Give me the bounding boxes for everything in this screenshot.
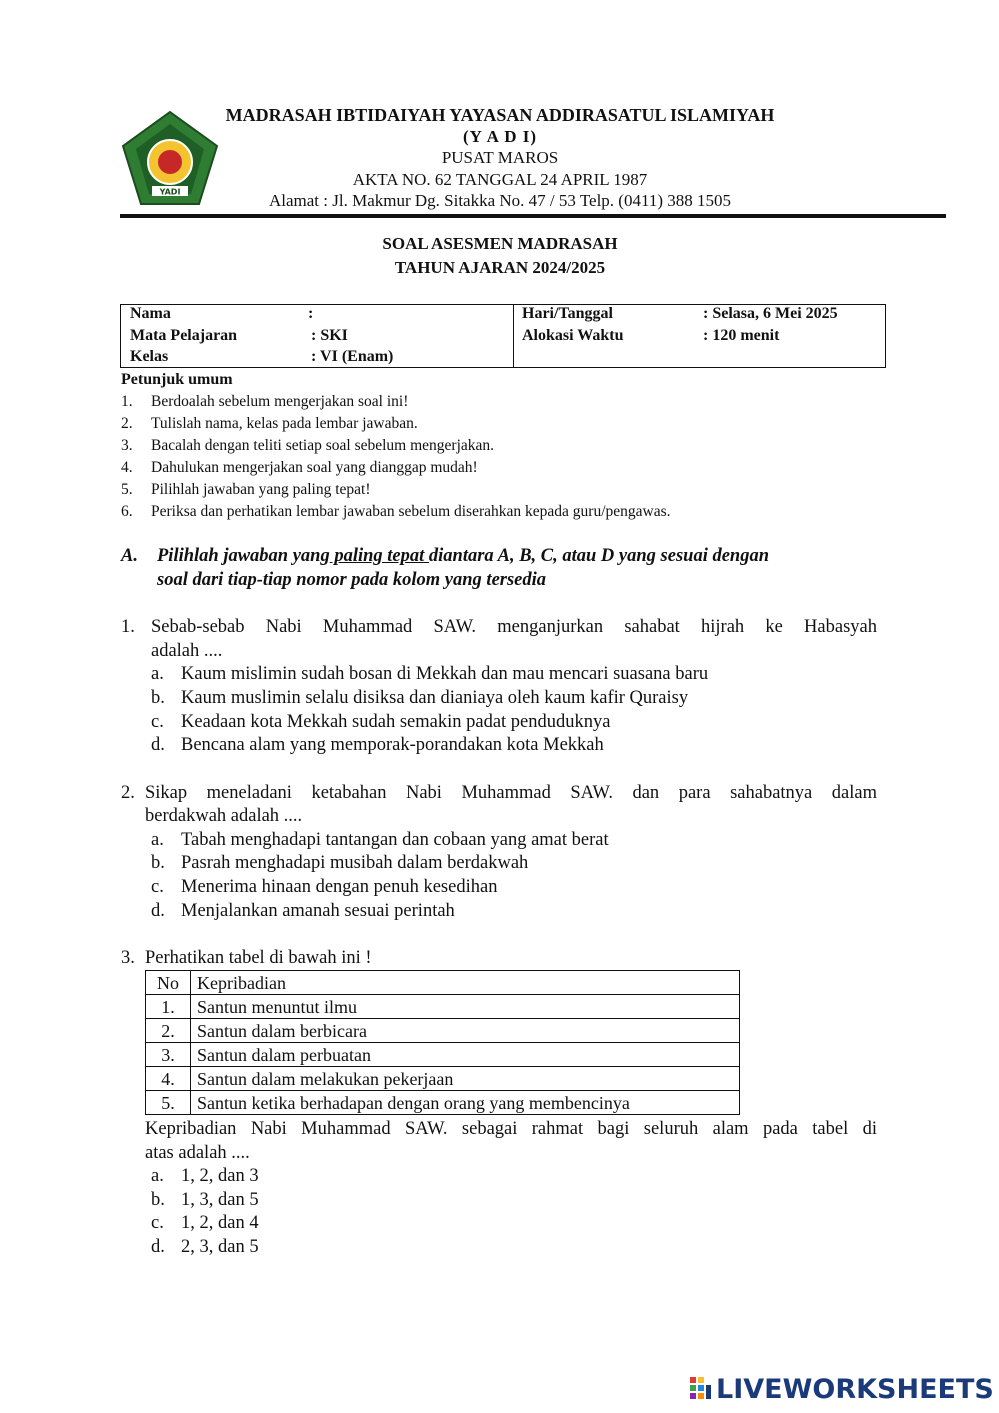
table-row [146,1019,740,1043]
question-text-after-table: Kepribadian Nabi Muhammad SAW. sebagai rahmat bagi seluruh alam pada tabel di [145,1119,877,1139]
liveworksheets-wordmark: LIVEWORKSHEETS [716,1373,994,1405]
table-row [146,1043,740,1067]
question-number: 2. [121,783,135,803]
section-instruction: Pilihlah jawaban yang paling tepat diantara A, B, C, atau D yang sesuai dengan [157,546,769,566]
instruction-number: 5. [121,481,133,498]
option-text: Menjalankan amanah sesuai perintah [181,901,455,921]
alokasi-label: Alokasi Waktu [522,327,624,344]
school-address: Alamat : Jl. Makmur Dg. Sitakka No. 47 / 53 Telp. (0411) 388 1505 [268,191,731,210]
option-text: Pasrah menghadapi musibah dalam berdakwah [181,853,529,873]
option-letter: c. [151,877,164,897]
instruction-number: 3. [121,437,133,454]
table-header-row [146,971,740,995]
hari-value: : Selasa, 6 Mei 2025 [703,305,838,322]
table-header-cell: No [146,971,191,995]
question-number: 3. [121,948,135,968]
school-abbr: (Y A D I) [462,127,537,146]
kelas-label: Kelas [130,348,169,365]
exam-title: SOAL ASESMEN MADRASAH [382,234,618,253]
instruction-item: Tulislah nama, kelas pada lembar jawaban. [151,415,418,432]
option-letter: c. [151,712,164,732]
option-text: Kaum muslimin selalu disiksa dan dianiaya oleh kaum kafir Quraisy [181,688,689,708]
table-cell-no: 2. [146,1019,191,1043]
table-cell-no: 3. [146,1043,191,1067]
instruction-item: Periksa dan perhatikan lembar jawaban sebelum diserahkan kepada guru/pengawas. [151,503,671,520]
option-letter: c. [151,1213,164,1233]
table-cell-text: Santun dalam melakukan pekerjaan [191,1067,740,1091]
alokasi-value: : 120 menit [703,327,780,344]
question-text: Perhatikan tabel di bawah ini ! [145,948,372,968]
header-divider [120,214,946,218]
table-cell-no: 1. [146,995,191,1019]
option-letter: b. [151,1190,165,1210]
option-letter: a. [151,1166,164,1186]
instruction-number: 4. [121,459,133,476]
table-cell-text: Santun ketika berhadapan dengan orang yang membencinya [191,1091,740,1115]
option-text: 1, 3, dan 5 [181,1190,259,1210]
instruction-number: 2. [121,415,133,432]
table-header-cell: Kepribadian [191,971,740,995]
table-row [146,995,740,1019]
liveworksheets-watermark[interactable] [690,1374,994,1404]
exam-year: TAHUN AJARAN 2024/2025 [394,258,606,277]
school-name: MADRASAH IBTIDAIYAH YAYASAN ADDIRASATUL ISLAMIYAH [225,105,775,125]
hari-label: Hari/Tanggal [522,305,613,322]
liveworksheets-logo-icon [690,1377,712,1401]
option-text: 1, 2, dan 4 [181,1213,259,1233]
option-text: Bencana alam yang memporak-porandakan kota Mekkah [181,735,604,755]
option-text: Keadaan kota Mekkah sudah semakin padat penduduknya [181,712,611,732]
option-text: Tabah menghadapi tantangan dan cobaan yang amat berat [181,830,609,850]
section-letter: A. [121,546,138,566]
nama-value: : [308,305,314,322]
instruction-item: Berdoalah sebelum mengerjakan soal ini! [151,393,409,410]
instruction-item: Dahulukan mengerjakan soal yang dianggap mudah! [151,459,478,476]
question-text: Sikap meneladani ketabahan Nabi Muhammad SAW. dan para sahabatnya dalam [145,783,877,803]
question-number: 1. [121,617,135,637]
option-letter: a. [151,830,164,850]
option-letter: d. [151,1237,165,1257]
option-text: Menerima hinaan dengan penuh kesedihan [181,877,498,897]
option-text: Kaum mislimin sudah bosan di Mekkah dan mau mencari suasana baru [181,664,709,684]
question-text-cont: adalah .... [151,641,223,661]
instruction-number: 1. [121,393,133,410]
instruction-item: Bacalah dengan teliti setiap soal sebelum mengerjakan. [151,437,495,454]
table-row [146,1091,740,1115]
question-text-cont: berdakwah adalah .... [145,806,303,826]
table-cell-text: Santun dalam perbuatan [191,1043,740,1067]
question-text-after-table-cont: atas adalah .... [145,1143,250,1163]
table-cell-no: 4. [146,1067,191,1091]
school-akta: AKTA NO. 62 TANGGAL 24 APRIL 1987 [352,170,648,189]
svg-text:YADI: YADI [159,187,181,197]
option-letter: b. [151,688,165,708]
section-instruction-line2: soal dari tiap-tiap nomor pada kolom yang tersedia [157,570,547,590]
option-letter: d. [151,735,165,755]
mapel-label: Mata Pelajaran [130,327,238,344]
school-center: PUSAT MAROS [441,148,559,167]
option-text: 2, 3, dan 5 [181,1237,259,1257]
table-cell-text: Santun menuntut ilmu [191,995,740,1019]
instruction-item: Pilihlah jawaban yang paling tepat! [151,481,371,498]
mapel-value: : SKI [311,327,348,344]
option-letter: b. [151,853,165,873]
kelas-value: : VI (Enam) [311,348,394,365]
option-text: 1, 2, dan 3 [181,1166,259,1186]
personality-table [145,970,740,1115]
question-text: Sebab-sebab Nabi Muhammad SAW. menganjurkan sahabat hijrah ke Habasyah [151,617,877,637]
nama-label: Nama [130,305,171,322]
table-row [146,1067,740,1091]
option-letter: a. [151,664,164,684]
instructions-heading: Petunjuk umum [121,371,233,388]
option-letter: d. [151,901,165,921]
instruction-number: 6. [121,503,133,520]
table-cell-no: 5. [146,1091,191,1115]
table-cell-text: Santun dalam berbicara [191,1019,740,1043]
